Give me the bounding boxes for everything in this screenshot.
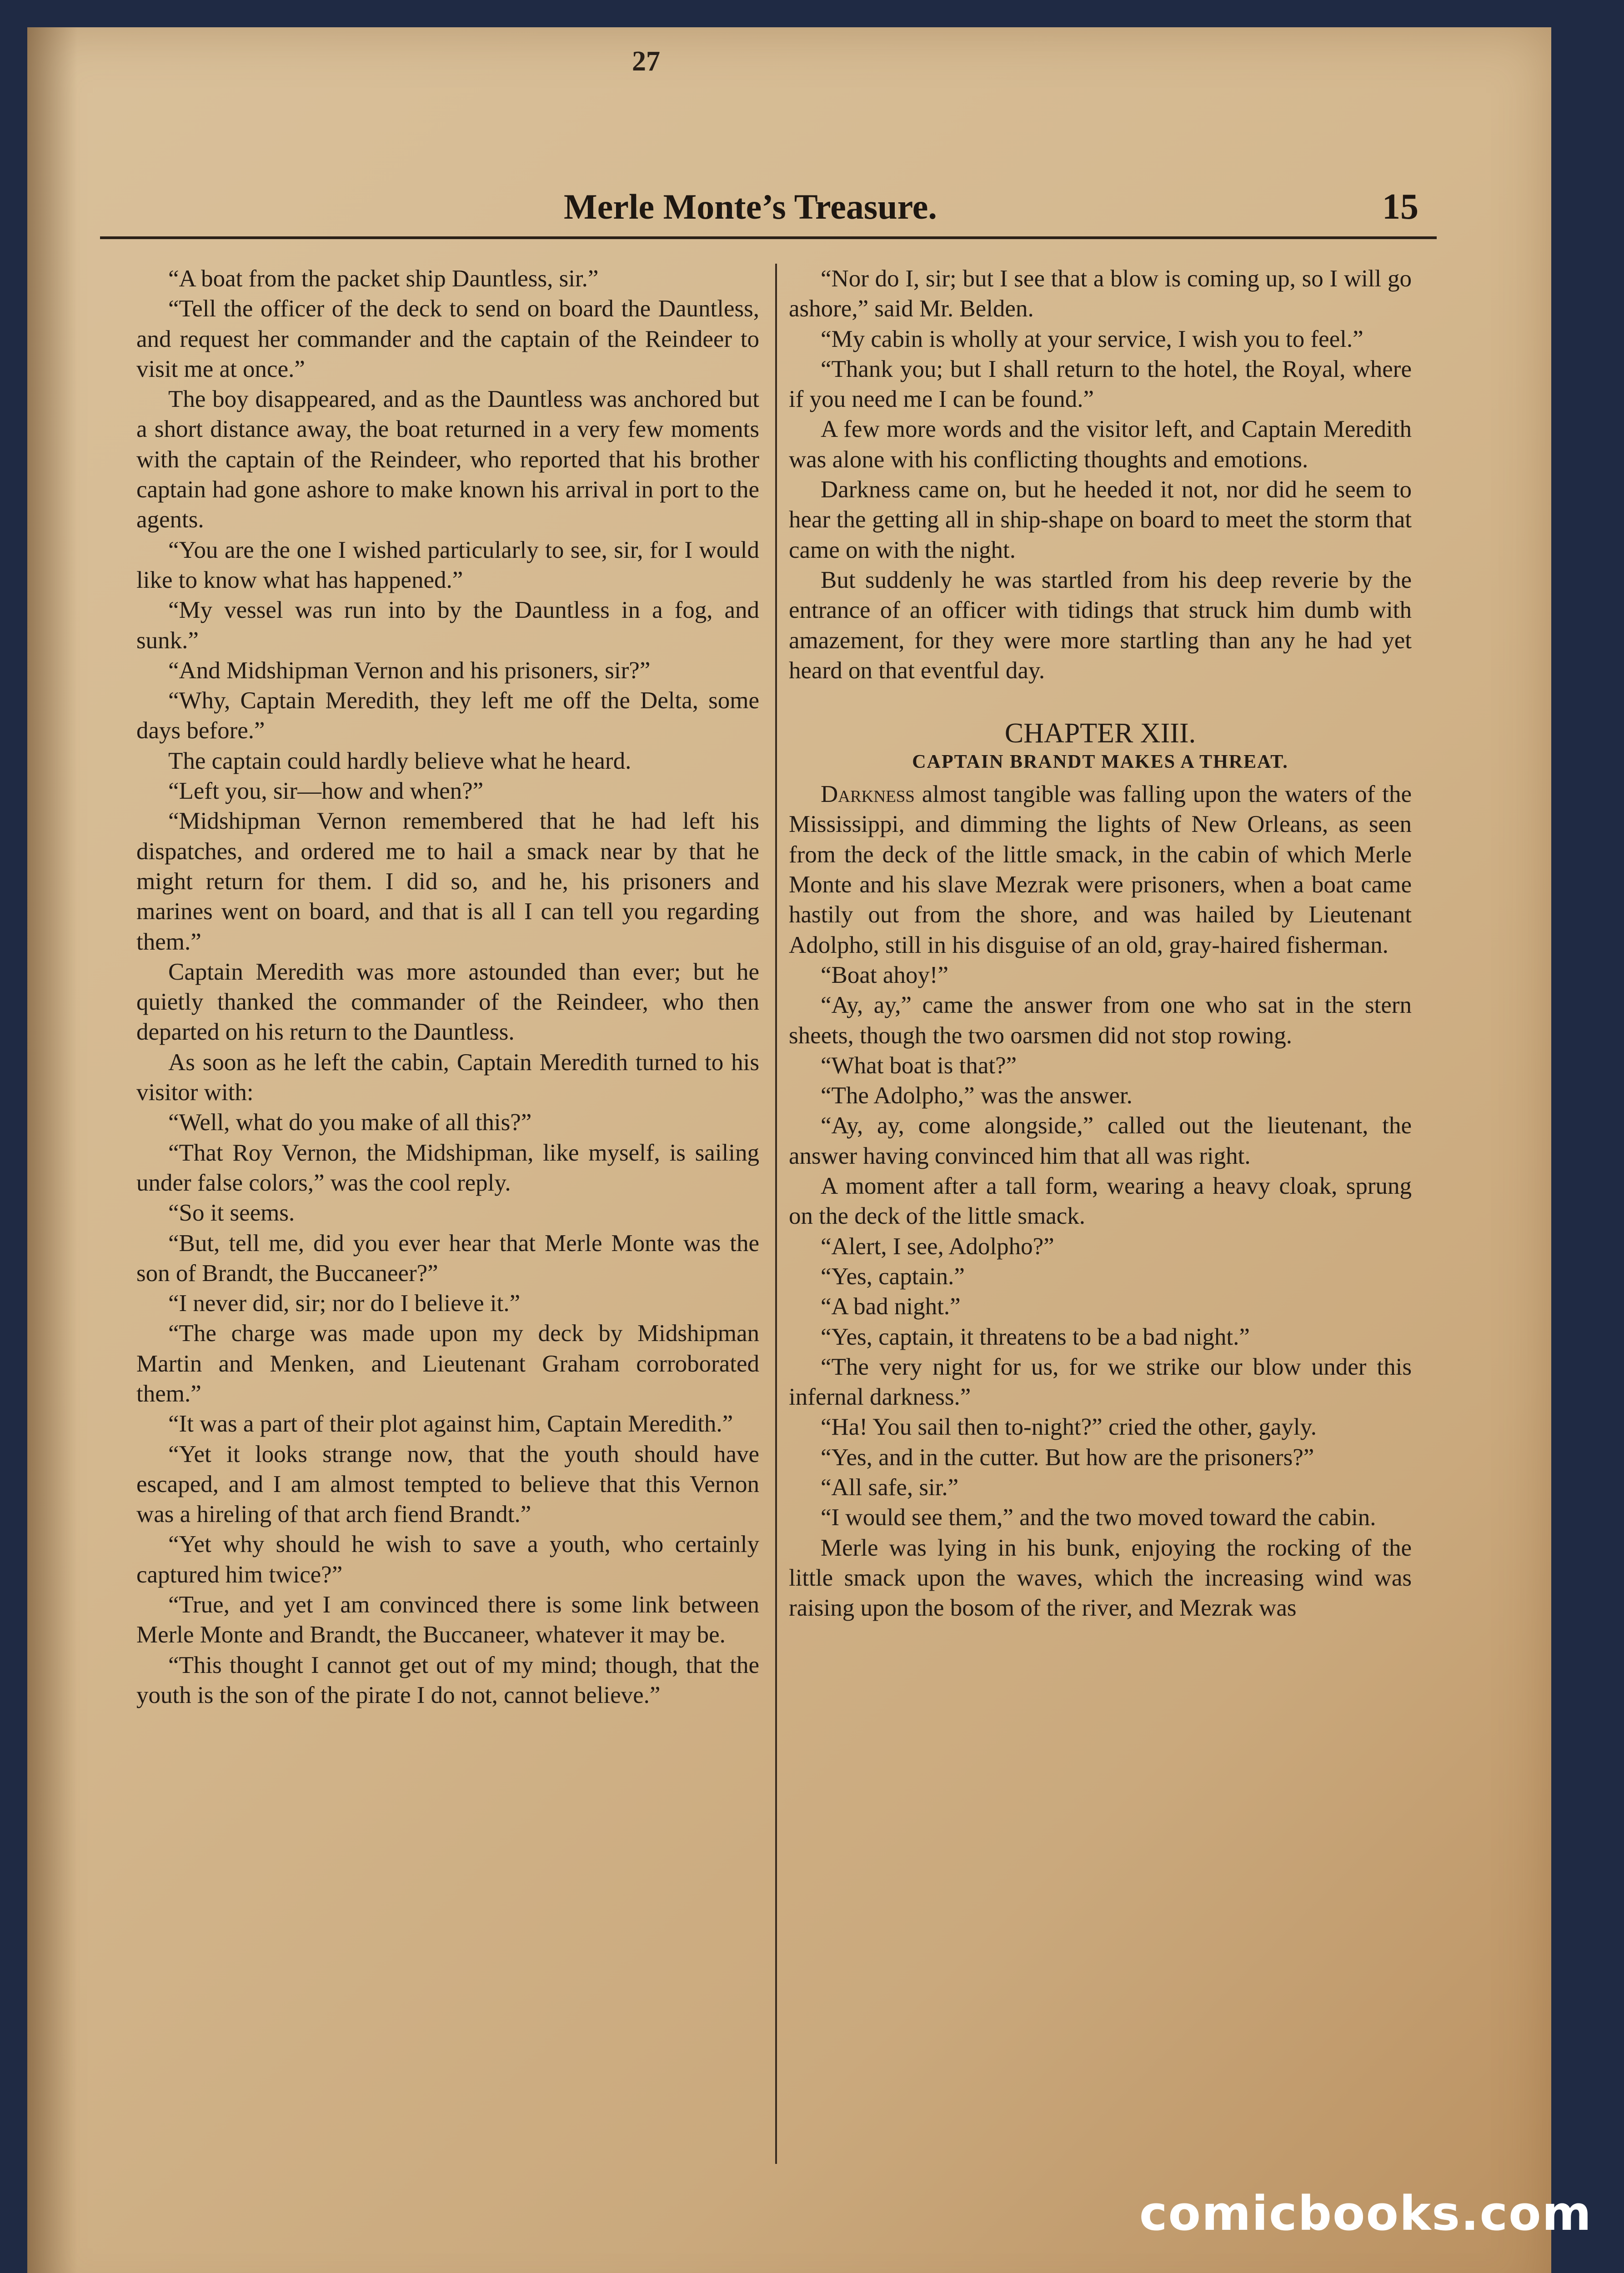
paragraph: As soon as he left the cabin, Captain Meredith turned to his visitor with: [136,1049,759,1106]
opening-word: Darkness [821,781,915,808]
chapter-opening-paragraph [789,779,1412,960]
paragraph: “Left you, sir—how and when?” [168,778,484,805]
paragraph: “Yes, and in the cutter. But how are the prisoners?” [821,1444,1314,1471]
paragraph: “True, and yet I am convinced there is some link between Merle Monte and Brandt, the Buccaneer, whatever it may be. [136,1592,759,1648]
paragraph: “Why, Captain Meredith, they left me off the Delta, some days before.” [136,687,759,744]
paragraph: “My cabin is wholly at your service, I wish you to feel.” [821,325,1363,352]
paragraph: “A bad night.” [821,1293,961,1320]
paragraph: Merle was lying in his bunk, enjoying the rocking of the little smack upon the waves, which the increasing wind was raising upon the bosom of the river, and Mezrak was [789,1534,1412,1622]
paragraph: A few more words and the visitor left, and Captain Meredith was alone with his conflicting thoughts and emotions. [789,416,1412,473]
paragraph: The captain could hardly believe what he heard. [168,747,632,774]
paragraph: “I never did, sir; nor do I believe it.” [168,1290,521,1317]
paragraph: “Nor do I, sir; but I see that a blow is coming up, so I will go ashore,” said Mr. Belden. [789,265,1412,322]
paragraph: “Ay, ay, come alongside,” called out the lieutenant, the answer having convinced him that all was right. [789,1112,1412,1169]
column-rule [775,264,777,2164]
paragraph: “My vessel was run into by the Dauntless in a fog, and sunk.” [136,597,759,654]
paragraph: “This thought I cannot get out of my mind; though, that the youth is the son of the pirate I do not, cannot believe.” [136,1652,759,1708]
paragraph: But suddenly he was startled from his deep reverie by the entrance of an officer with tidings that struck him dumb with amazement, for they were more startling than any he had yet heard on that eventful day. [789,566,1412,684]
paragraph: “Yes, captain.” [821,1263,965,1290]
paragraph: “Midshipman Vernon remembered that he had left his dispatches, and ordered me to hail a smack near by that he might return for them. I did so, and he, his prisoners and marines went on board, and that is all I can tell you regarding them.” [136,808,759,955]
running-title: Merle Monte’s Treasure. [564,187,937,226]
paragraph: “Thank you; but I shall return to the hotel, the Royal, where if you need me I can be found.” [789,355,1412,413]
paragraph: “But, tell me, did you ever hear that Merle Monte was the son of Brandt, the Buccaneer?” [136,1230,759,1287]
site-watermark: comicbooks.com [1139,2186,1592,2241]
paragraph: “Yet it looks strange now, that the youth should have escaped, and I am almost tempted to believe that this Vernon was a hireling of that arch fiend Brandt.” [136,1441,759,1528]
paragraph: “It was a part of their plot against him, Captain Meredith.” [168,1411,733,1437]
paragraph: “Yet why should he wish to save a youth, who certainly captured him twice?” [136,1531,759,1588]
paragraph: Captain Meredith was more astounded than ever; but he quietly thanked the commander of the Reindeer, who then departed on his return to the Dauntless. [136,958,759,1046]
paragraph: “Boat ahoy!” [821,961,949,988]
paragraph: “The charge was made upon my deck by Midshipman Martin and Menken, and Lieutenant Graham corroborated them.” [136,1320,759,1407]
opening-text: almost tangible was falling upon the waters of the Mississippi, and dimming the lights of New Orleans, as seen from the deck of the little smack, in the cabin of which Merle Monte and his slave Mezrak were prisoners, when a boat came hastily out from the shore, and was hailed by Lieutenant Adolpho, still in his disguise of an old, gray-haired fisherman. [789,781,1412,958]
right-column [789,264,1412,1623]
paragraph: “That Roy Vernon, the Midshipman, like myself, is sailing under false colors,” was the cool reply. [136,1139,759,1196]
paragraph: “And Midshipman Vernon and his prisoners, sir?” [168,657,651,684]
paragraph: “Alert, I see, Adolpho?” [821,1233,1054,1260]
left-column [136,264,759,1710]
paragraph: “Yes, captain, it threatens to be a bad night.” [821,1323,1250,1350]
paragraph: “So it seems. [168,1200,295,1227]
paragraph: “You are the one I wished particularly to see, sir, for I would like to know what has happened.” [136,536,759,593]
paragraph: “I would see them,” and the two moved toward the cabin. [821,1504,1376,1531]
paragraph: Darkness came on, but he heeded it not, nor did he seem to hear the getting all in ship-shape on board to meet the storm that came on with the night. [789,476,1412,563]
paragraph: “Ay, ay,” came the answer from one who sat in the stern sheets, though the two oarsmen did not stop rowing. [789,992,1412,1049]
paragraph: “Well, what do you make of all this?” [168,1109,532,1136]
page-spine-shadow [27,27,77,2273]
chapter-heading [789,717,1412,775]
paragraph: “Ha! You sail then to-night?” cried the other, gayly. [821,1414,1317,1441]
paragraph: “Tell the officer of the deck to send on board the Dauntless, and request her commander and the captain of the Reindeer to visit me at once.” [136,295,759,382]
paragraph: The boy disappeared, and as the Dauntless was anchored but a short distance away, the boat returned in a very few moments with the captain of the Reindeer, who reported that his brother captain had gone ashore to make known his arrival in port to the agents. [136,386,759,533]
folio-mark: 27 [632,46,660,77]
chapter-title: CHAPTER XIII. [1004,718,1196,749]
paragraph: “All safe, sir.” [821,1474,959,1501]
running-head [100,186,1437,239]
paragraph: “A boat from the packet ship Dauntless, sir.” [168,265,599,292]
paragraph: A moment after a tall form, wearing a heavy cloak, sprung on the deck of the little smack. [789,1173,1412,1230]
page-number: 15 [1382,187,1418,227]
paragraph: “What boat is that?” [821,1052,1017,1079]
chapter-subtitle: CAPTAIN BRANDT MAKES A THREAT. [912,751,1288,773]
paragraph: “The Adolpho,” was the answer. [821,1082,1133,1109]
paragraph: “The very night for us, for we strike our blow under this infernal darkness.” [789,1353,1412,1411]
